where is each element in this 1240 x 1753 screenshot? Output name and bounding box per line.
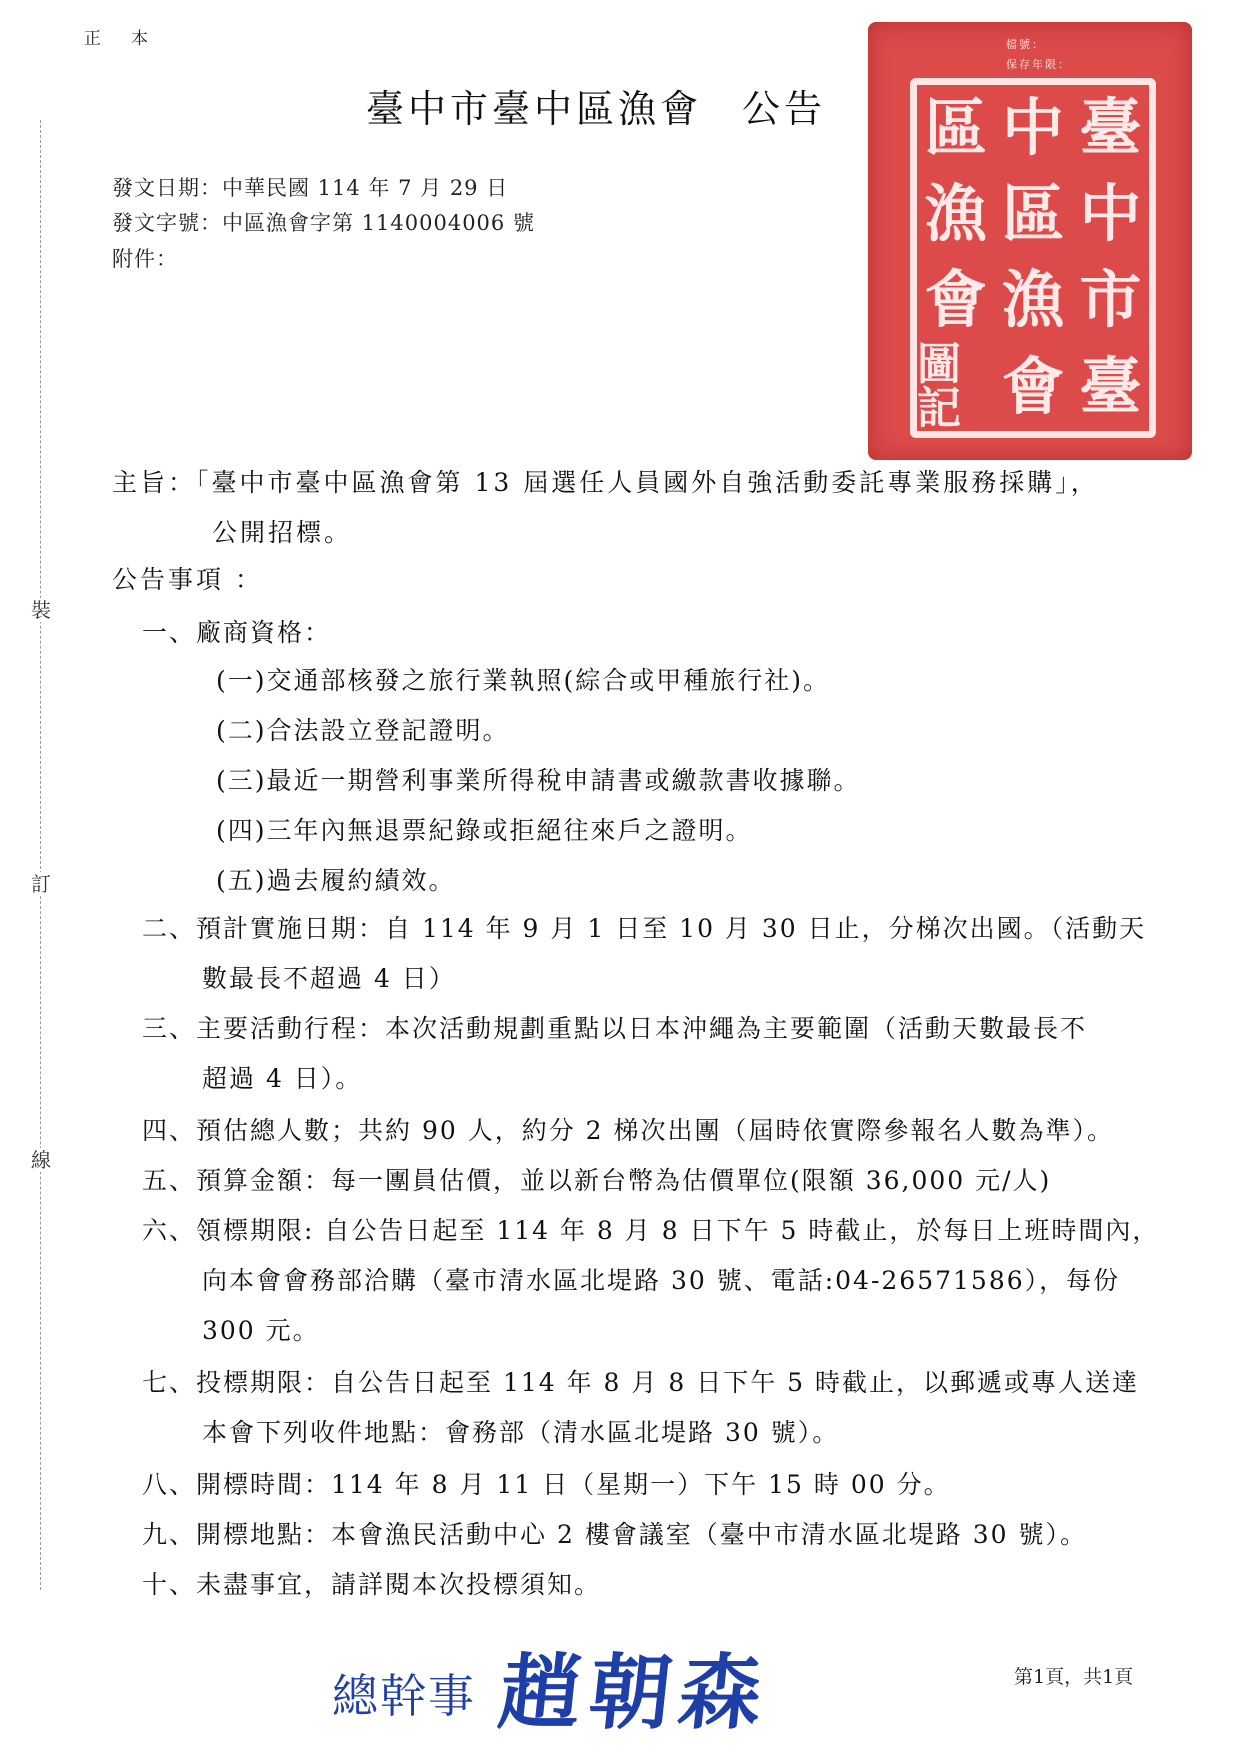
item-4-participants: 四、預估總人數；共約 90 人，約分 2 梯次出團（屆時依實際參報名人數為準）。 xyxy=(142,1116,1115,1145)
item-7-line-2: 本會下列收件地點：會務部（清水區北堤路 30 號）。 xyxy=(202,1418,840,1447)
document-number: 發文字號：中區漁會字第 1140004006 號 xyxy=(112,211,535,235)
item-9-opening-location: 九、開標地點：本會漁民活動中心 2 樓會議室（臺中市清水區北堤路 30 號）。 xyxy=(142,1520,1088,1549)
attachment-label: 附件： xyxy=(112,247,178,271)
item-6-line-1: 六、領標期限: 自公告日起至 114 年 8 月 8 日下午 5 時截止，於每日上班時間內， xyxy=(142,1216,1160,1245)
item-2-schedule xyxy=(142,904,1172,1004)
item-6-tender-collection xyxy=(142,1206,1172,1356)
seal-note-file-number: 檔號： xyxy=(1006,38,1045,51)
seal-char: 漁 xyxy=(924,177,987,250)
seal-characters xyxy=(910,78,1156,438)
subject-line-2: 公開招標。 xyxy=(212,518,353,547)
binding-char-xian: 線 xyxy=(31,1148,51,1172)
item-6-line-3: 300 元。 xyxy=(202,1316,320,1345)
seal-char: 會 xyxy=(1002,350,1065,423)
item-2-line-2: 數最長不超過 4 日） xyxy=(202,964,456,993)
item-2-line-1: 二、預計實施日期：自 114 年 9 月 1 日至 10 月 30 日止，分梯次出國。（活動天 xyxy=(142,914,1147,943)
item-1-qualifications: 一、廠商資格： xyxy=(142,618,332,647)
issue-date: 發文日期：中華民國 114 年 7 月 29 日 xyxy=(112,176,509,200)
title-org: 臺中市臺中區漁會 xyxy=(366,87,703,131)
item-8-opening-time: 八、開標時間：114 年 8 月 11 日（星期一）下午 15 時 00 分。 xyxy=(142,1470,951,1499)
seal-char: 區 xyxy=(924,91,987,164)
official-seal xyxy=(868,22,1192,460)
item-5-budget: 五、預算金額：每一團員估價，並以新台幣為估價單位(限額 36,000 元/人) xyxy=(142,1166,1052,1195)
seal-char: 市 xyxy=(1079,263,1142,336)
seal-char: 中 xyxy=(1079,177,1142,250)
binding-char-ding: 訂 xyxy=(31,872,51,896)
signer-title: 總幹事 xyxy=(332,1669,476,1723)
notice-heading: 公告事項 ： xyxy=(112,565,263,594)
qualification-5: (五)過去履約績效。 xyxy=(216,866,456,895)
item-7-line-1: 七、投標期限：自公告日起至 114 年 8 月 8 日下午 5 時截止，以郵遞或專人送達 xyxy=(142,1368,1140,1397)
item-6-line-2: 向本會會務部洽購（臺市清水區北堤路 30 號、電話:04-26571586），每份 xyxy=(202,1266,1121,1295)
item-7-bid-deadline xyxy=(142,1358,1172,1458)
binding-line xyxy=(40,120,41,1590)
page-number: 第1頁，共1頁 xyxy=(1014,1666,1134,1688)
item-3-line-2: 超過 4 日）。 xyxy=(202,1064,363,1093)
copy-mark: 正本 xyxy=(84,29,178,49)
seal-char: 圖記 xyxy=(917,339,961,434)
qualification-3: (三)最近一期營利事業所得稅申請書或繳款書收據聯。 xyxy=(216,766,861,795)
item-3-itinerary xyxy=(142,1004,1172,1104)
item-10-other-matters: 十、未盡事宜，請詳閱本次投標須知。 xyxy=(142,1570,602,1599)
seal-char: 中 xyxy=(1002,91,1065,164)
item-3-line-1: 三、主要活動行程：本次活動規劃重點以日本沖繩為主要範圍（活動天數最長不 xyxy=(142,1014,1088,1043)
title-type: 公告 xyxy=(742,87,827,131)
qualification-4: (四)三年內無退票紀錄或拒絕往來戶之證明。 xyxy=(216,816,753,845)
seal-char: 漁 xyxy=(1002,263,1065,336)
binding-char-zhuang: 裝 xyxy=(31,598,51,622)
seal-note-retention: 保存年限： xyxy=(1006,58,1071,71)
seal-char: 會 xyxy=(924,263,987,336)
qualification-1: (一)交通部核發之旅行業執照(綜合或甲種旅行社)。 xyxy=(216,666,831,695)
subject xyxy=(112,458,1162,558)
seal-char: 臺 xyxy=(1079,350,1142,423)
signature-name: 趙朝森 xyxy=(494,1645,775,1741)
subject-line-1: 主旨：「臺中市臺中區漁會第 13 屆選任人員國外自強活動委託專業服務採購」， xyxy=(112,468,1099,497)
seal-char: 臺 xyxy=(1079,91,1142,164)
qualification-2: (二)合法設立登記證明。 xyxy=(216,716,510,745)
seal-char: 區 xyxy=(1002,177,1065,250)
document-title xyxy=(366,78,826,133)
